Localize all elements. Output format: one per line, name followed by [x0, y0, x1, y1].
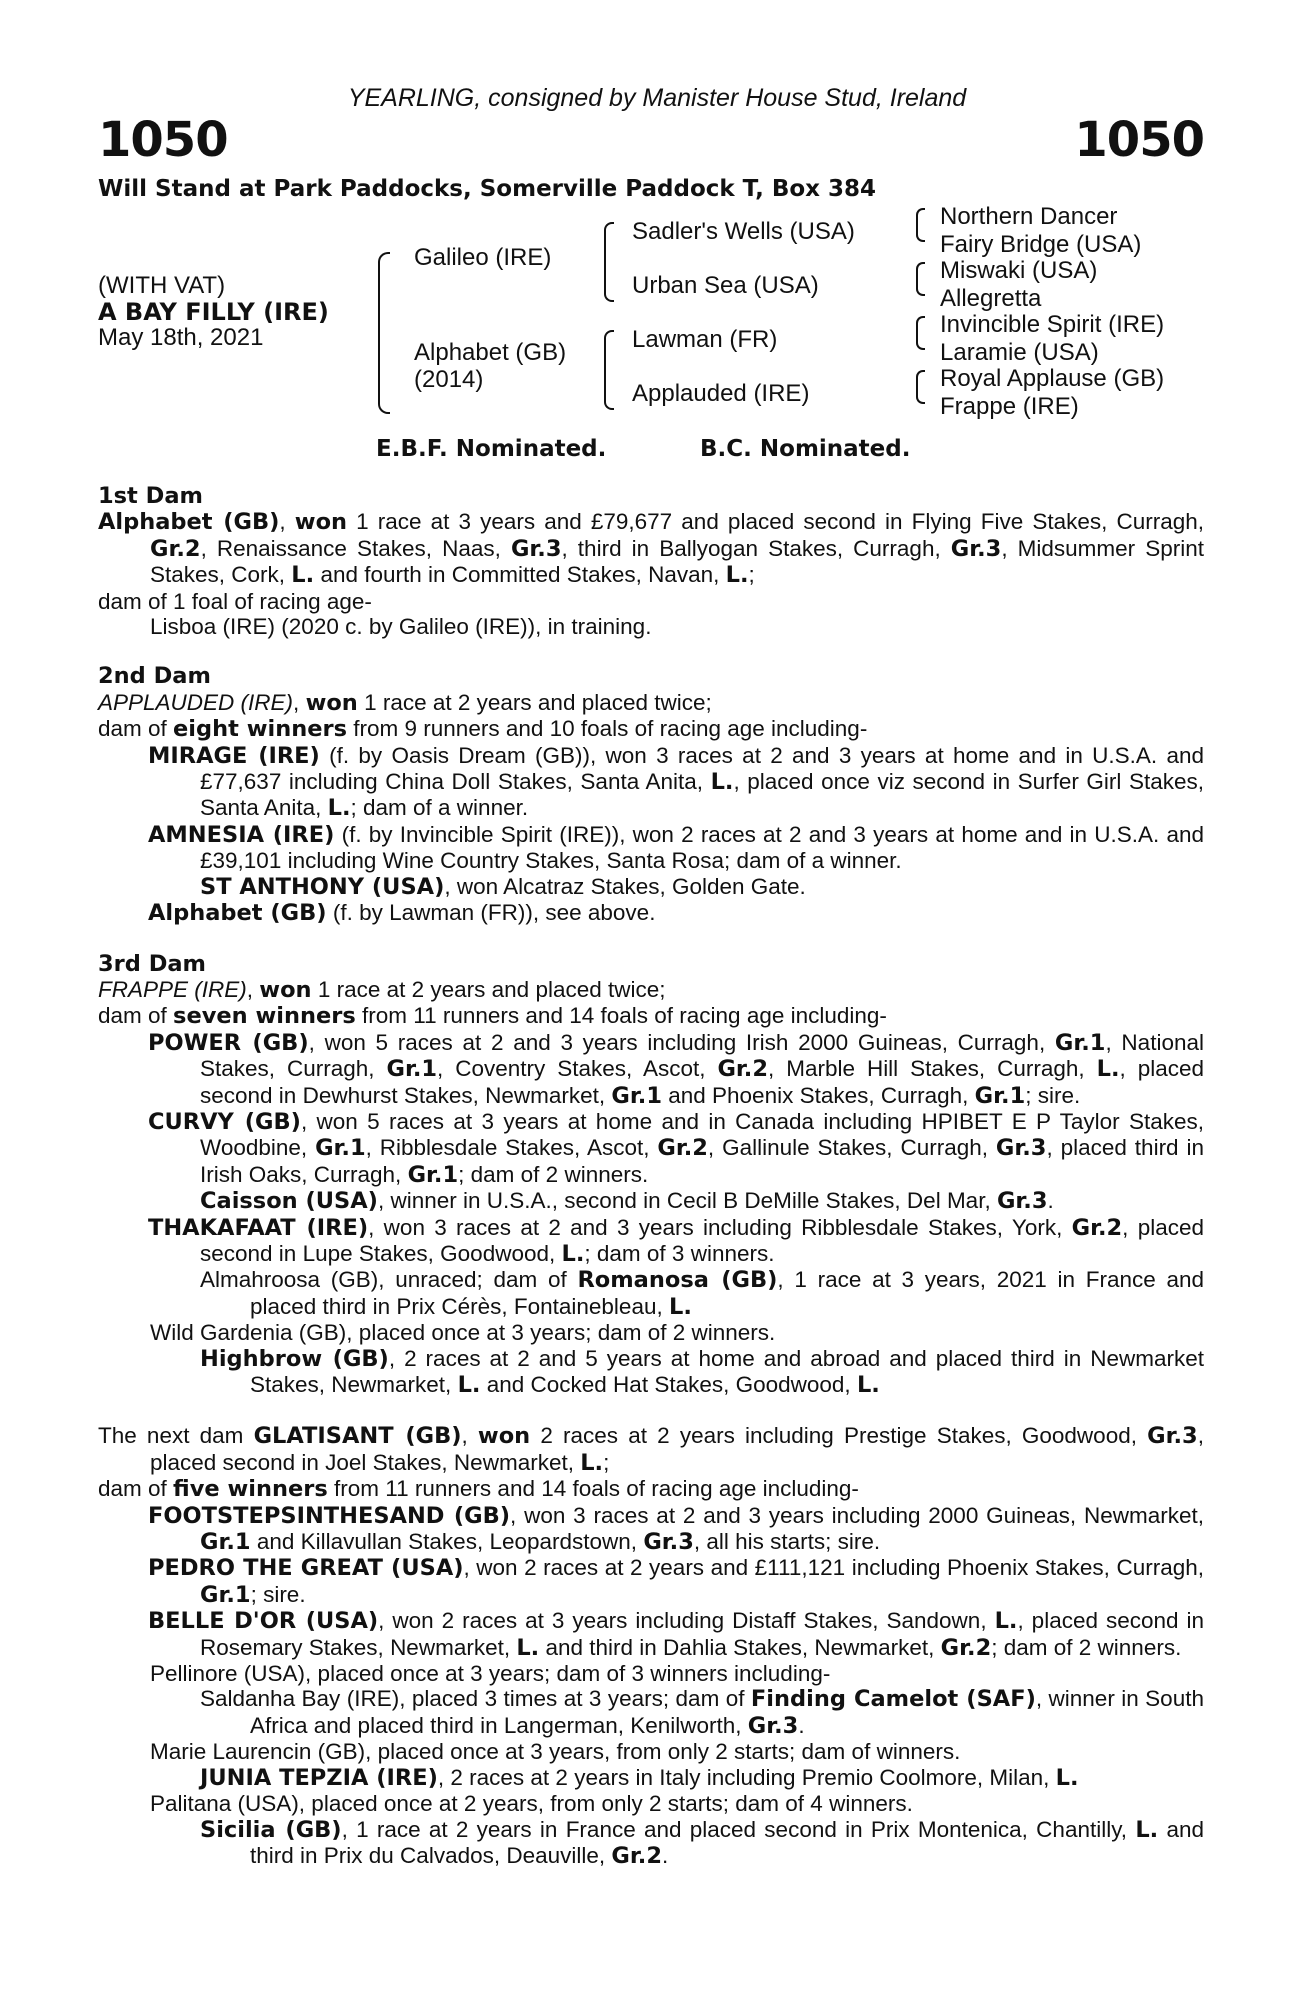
pedigree-sire: Galileo (IRE): [414, 244, 552, 271]
dam4-pellinore: Pellinore (USA), placed once at 3 years; dam of 3 winners including-: [150, 1661, 831, 1687]
bc-nomination: B.C. Nominated.: [700, 436, 911, 462]
dam3-produce: dam of seven winners from 11 runners and 14 foals of racing age including-: [98, 1003, 887, 1030]
dam2-alphabet: Alphabet (GB) (f. by Lawman (FR)), see above.: [148, 900, 656, 927]
vat-note: (WITH VAT): [98, 272, 226, 299]
pedigree-dds: Royal Applause (GB): [940, 365, 1165, 392]
consignment-line: YEARLING, consigned by Manister House Stud, Ireland: [347, 84, 967, 112]
dam4-sicilia: Sicilia (GB), 1 race at 2 years in France and placed second in Prix Montenica, Chantilly, L. and third in Prix du Calvados, Deauville, Gr.2.: [200, 1816, 1204, 1869]
ebf-nomination: E.B.F. Nominated.: [376, 436, 607, 462]
pedigree-ssd: Fairy Bridge (USA): [940, 231, 1142, 258]
dam4-produce: dam of five winners from 11 runners and 14 foals of racing age including-: [98, 1476, 859, 1503]
pedigree-dam-year: (2014): [414, 366, 484, 393]
dam4-footstepsinthesand: FOOTSTEPSINTHESAND (GB), won 3 races at 2 and 3 years including 2000 Guineas, Newmarket, Gr.1 and Killavullan Stakes, Leopardstown, Gr.3, all his starts; sire.: [148, 1502, 1205, 1556]
dam4-saldanha-bay: Saldanha Bay (IRE), placed 3 times at 3 years; dam of Finding Camelot (SAF), winner in South Africa and placed third in Langerman, Kenilworth, Gr.3.: [200, 1686, 1204, 1739]
dam2-produce: dam of eight winners from 9 runners and 10 foals of racing age including-: [98, 716, 868, 743]
dam4-paragraph: The next dam GLATISANT (GB), won 2 races at 2 years including Prestige Stakes, Goodwood, Gr.3, placed second in Joel Stakes, Newmarket, L.;: [98, 1423, 1204, 1476]
horse-name: A BAY FILLY (IRE): [98, 298, 329, 326]
dam1-paragraph: Alphabet (GB), won 1 race at 3 years and £79,677 and placed second in Flying Five Stakes, Curragh, Gr.2, Renaissance Stakes, Naas, Gr.3, third in Ballyogan Stakes, Curragh, Gr.3, Midsummer Sprint Stakes, Cork, L. and fourth in Committed Stakes, Navan, L.;: [98, 509, 1204, 589]
brace-sire: [604, 222, 614, 302]
brace-ss: [916, 208, 925, 242]
first-dam-heading: 1st Dam: [98, 483, 203, 509]
pedigree-dsd: Laramie (USA): [940, 339, 1099, 366]
lot-number-left: 1050: [98, 112, 228, 168]
foaled-date: May 18th, 2021: [98, 324, 264, 351]
brace-ds: [916, 316, 925, 350]
dam3-curvy: CURVY (GB), won 5 races at 3 years at home and in Canada including HPIBET E P Taylor Stakes, Woodbine, Gr.1, Ribblesdale Stakes, Ascot, Gr.2, Gallinule Stakes, Curragh, Gr.3, placed third in Irish Oaks, Curragh, Gr.1; dam of 2 winners.: [148, 1108, 1204, 1188]
family-notes: [98, 484, 1204, 1869]
dam2-mirage: MIRAGE (IRE) (f. by Oasis Dream (GB)), won 3 races at 2 and 3 years at home and in U.S.A. and £77,637 including China Doll Stakes, Santa Anita, L., placed once viz second in Surfer Girl Stakes, Santa Anita, L.; dam of a winner.: [148, 742, 1204, 822]
dam2-amnesia: AMNESIA (IRE) (f. by Invincible Spirit (IRE)), won 2 races at 2 and 3 years at home and in U.S.A. and £39,101 including Wine Country Stakes, Santa Rosa; dam of a winner.: [148, 821, 1204, 874]
brace-main: [378, 252, 390, 414]
dam3-almahroosa: Almahroosa (GB), unraced; dam of Romanosa (GB), 1 race at 3 years, 2021 in France and placed third in Prix Cérès, Fontainebleau, L.: [200, 1267, 1205, 1320]
pedigree-sire-dam: Urban Sea (USA): [632, 272, 819, 299]
pedigree-sire-sire: Sadler's Wells (USA): [632, 218, 855, 245]
pedigree-dam-dam: Applauded (IRE): [632, 380, 810, 407]
dam3-power: POWER (GB), won 5 races at 2 and 3 years including Irish 2000 Guineas, Curragh, Gr.1, National Stakes, Curragh, Gr.1, Coventry Stakes, Ascot, Gr.2, Marble Hill Stakes, Curragh, L., placed second in Dewhurst Stakes, Newmarket, Gr.1 and Phoenix Stakes, Curragh, Gr.1; sire.: [148, 1029, 1205, 1109]
dam4-junia-tepzia: JUNIA TEPZIA (IRE), 2 races at 2 years in Italy including Premio Coolmore, Milan, L.: [200, 1764, 1079, 1791]
dam1-foal-1: Lisboa (IRE) (2020 c. by Galileo (IRE)), in training.: [150, 614, 652, 640]
dam3-caisson: Caisson (USA), winner in U.S.A., second in Cecil B DeMille Stakes, Del Mar, Gr.3.: [200, 1188, 1054, 1215]
dam1-foals: dam of 1 foal of racing age-: [98, 588, 372, 614]
dam4-marie-laurencin: Marie Laurencin (GB), placed once at 3 years, from only 2 starts; dam of winners.: [150, 1739, 961, 1765]
pedigree-sds: Miswaki (USA): [940, 257, 1098, 284]
second-dam-heading: 2nd Dam: [98, 663, 211, 690]
lot-number-right: 1050: [1074, 112, 1204, 168]
third-dam-heading: 3rd Dam: [98, 950, 206, 977]
dam3-name: FRAPPE (IRE): [98, 976, 247, 1002]
pedigree-sss: Northern Dancer: [940, 203, 1118, 230]
dam3-highbrow: Highbrow (GB), 2 races at 2 and 5 years at home and abroad and placed third in Newmarket Stakes, Newmarket, L. and Cocked Hat Stakes, Goodwood, L.: [200, 1345, 1205, 1398]
pedigree-dam: Alphabet (GB): [414, 339, 567, 366]
pedigree-sdd: Allegretta: [940, 285, 1042, 312]
dam3-paragraph: FRAPPE (IRE), won 1 race at 2 years and placed twice;: [98, 976, 666, 1003]
dam2-paragraph: APPLAUDED (IRE), won 1 race at 2 years and placed twice;: [98, 689, 712, 716]
dam4-pedro-the-great: PEDRO THE GREAT (USA), won 2 races at 2 years and £111,121 including Phoenix Stakes, Curragh, Gr.1; sire.: [148, 1555, 1204, 1608]
dam4-belle-dor: BELLE D'OR (USA), won 2 races at 3 years including Distaff Stakes, Sandown, L., placed second in Rosemary Stakes, Newmarket, L. and third in Dahlia Stakes, Newmarket, Gr.2; dam of 2 winners.: [148, 1608, 1205, 1661]
pedigree-dss: Invincible Spirit (IRE): [940, 311, 1165, 338]
dam1-won: won: [294, 509, 348, 536]
brace-sd: [916, 262, 925, 296]
dam1-name: Alphabet (GB): [98, 509, 280, 536]
pedigree-dam-sire: Lawman (FR): [632, 326, 778, 353]
dam3-thakafaat: THAKAFAAT (IRE), won 3 races at 2 and 3 years including Ribblesdale Stakes, York, Gr.2, placed second in Lupe Stakes, Goodwood, L.; dam of 3 winners.: [148, 1214, 1204, 1267]
stand-location: Will Stand at Park Paddocks, Somerville Paddock T, Box 384: [98, 176, 877, 202]
dam3-wild-gardenia: Wild Gardenia (GB), placed once at 3 years; dam of 2 winners.: [150, 1320, 776, 1346]
pedigree-ddd: Frappe (IRE): [940, 393, 1079, 420]
dam2-name: APPLAUDED (IRE): [98, 689, 294, 715]
dam4-palitana: Palitana (USA), placed once at 2 years, from only 2 starts; dam of 4 winners.: [150, 1791, 913, 1817]
dam2-st-anthony: ST ANTHONY (USA), won Alcatraz Stakes, Golden Gate.: [200, 873, 806, 900]
brace-dd: [916, 370, 925, 404]
brace-dam: [604, 330, 614, 410]
